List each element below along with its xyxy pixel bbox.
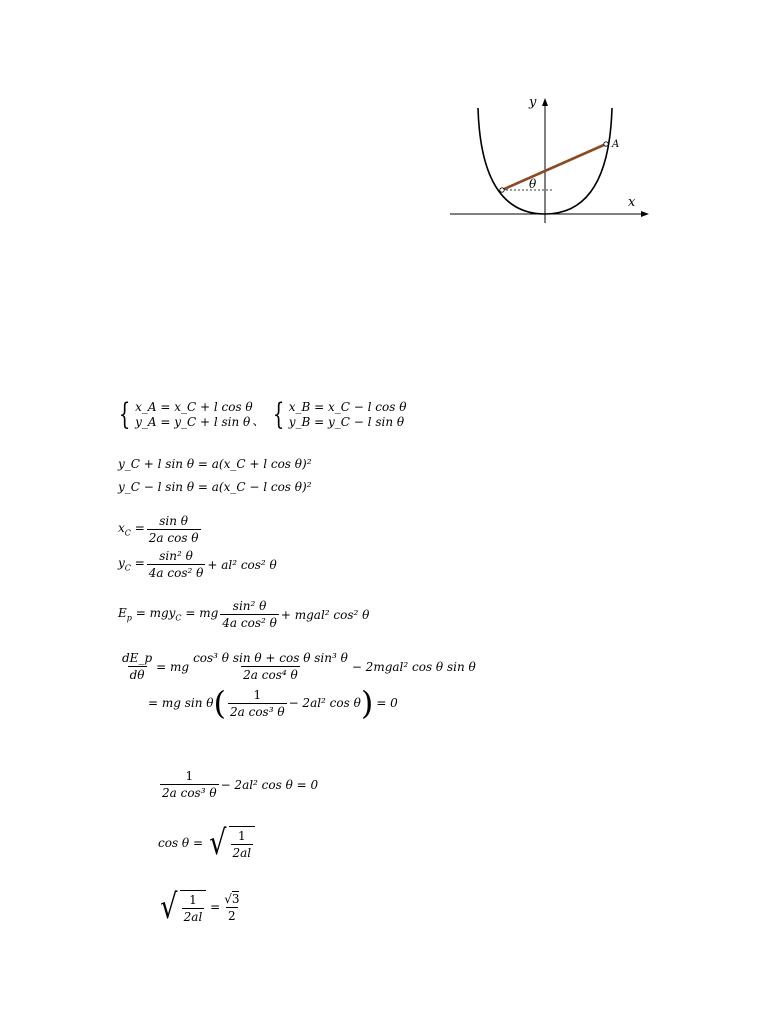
- final-equation: √ $\frac{1}{2al}$ = √ 3 2: [158, 890, 243, 924]
- sys-B-row2: y_B = y_C − l sin θ: [288, 415, 405, 429]
- rod-end-A: [604, 142, 608, 146]
- label-A: A: [612, 139, 620, 150]
- sqrt-1: √ $\frac{1}{2al}$: [207, 826, 255, 860]
- sys-A-row2: y_A = y_C + l sin θ: [135, 415, 251, 429]
- parabola-figure: [440, 90, 660, 235]
- yc-fraction: $\frac{\text{sin² θ}}{\text{4a cos² θ}}$: [148, 549, 204, 580]
- separator: 、: [252, 413, 265, 428]
- rod-end-B: [500, 188, 504, 192]
- sqrt-2: √ $\frac{1}{2al}$: [158, 890, 206, 924]
- cos-equation: cos θ = √ $\frac{1}{2al}$: [158, 826, 255, 860]
- condition-equation: $\frac{1}{\text{2a cos³ θ}}$ − 2al² cos θ = 0: [162, 769, 319, 800]
- label-x: x: [628, 195, 636, 210]
- coordinate-systems: [115, 397, 407, 432]
- sys-B-row1: x_B = x_C − l cos θ: [288, 400, 407, 414]
- dep-simplified-fraction: $\frac{1}{\text{2a cos³ θ}}$: [230, 687, 285, 719]
- final-rhs-fraction: √ 3 2: [224, 891, 240, 923]
- ep-equation: $E_p = mgy_C$ = mg $\frac{\text{sin² θ}}{\text{4a cos² θ}}$ + mgal² cos² θ: [118, 599, 370, 630]
- eq1: y_C + l sin θ = a(x_C + l cos θ)²: [118, 457, 312, 471]
- system-B: { x_B = x_C − l cos θ y_B = y_C − l sin θ: [272, 397, 407, 432]
- y-axis-arrow: [542, 98, 548, 106]
- label-y: y: [529, 95, 537, 110]
- sys-A-row1: x_A = x_C + l cos θ: [135, 400, 253, 414]
- dep-simplified: = mg sin θ ( $\frac{1}{\text{2a cos³ θ}}$ − 2al² cos θ ) = 0: [148, 684, 398, 722]
- dep-fraction: $\frac{dE\_p}{d\theta}$: [122, 651, 153, 682]
- xc-fraction: $\frac{\text{sin θ}}{\text{2a cos θ}}$: [148, 514, 199, 545]
- eq2: y_C − l sin θ = a(x_C − l cos θ)²: [118, 480, 312, 494]
- condition-fraction: $\frac{1}{\text{2a cos³ θ}}$: [162, 769, 217, 800]
- dep-equation: $\frac{dE\_p}{d\theta}$ = mg $\frac{\text{cos³ θ sin θ + cos θ sin³ θ}}{\text{2a cos⁴ θ}}$ − 2mgal² cos θ sin θ: [122, 651, 476, 682]
- ep-fraction: $\frac{\text{sin² θ}}{\text{4a cos² θ}}$: [222, 599, 277, 630]
- rod: [502, 144, 606, 190]
- system-A: { x_A = x_C + l cos θ y_A = y_C + l sin θ: [118, 397, 253, 432]
- x-axis-arrow: [641, 211, 649, 217]
- xc-equation: $x_C$ = $\frac{\text{sin θ}}{\text{2a cos θ}}$: [118, 514, 199, 545]
- label-theta: θ: [529, 177, 537, 191]
- dep-fraction-2: $\frac{\text{cos³ θ sin θ + cos θ sin³ θ}}{\text{2a cos⁴ θ}}$: [193, 651, 348, 682]
- yc-equation: $y_C$ = $\frac{\text{sin² θ}}{\text{4a cos² θ}}$ + al² cos² θ: [118, 549, 277, 580]
